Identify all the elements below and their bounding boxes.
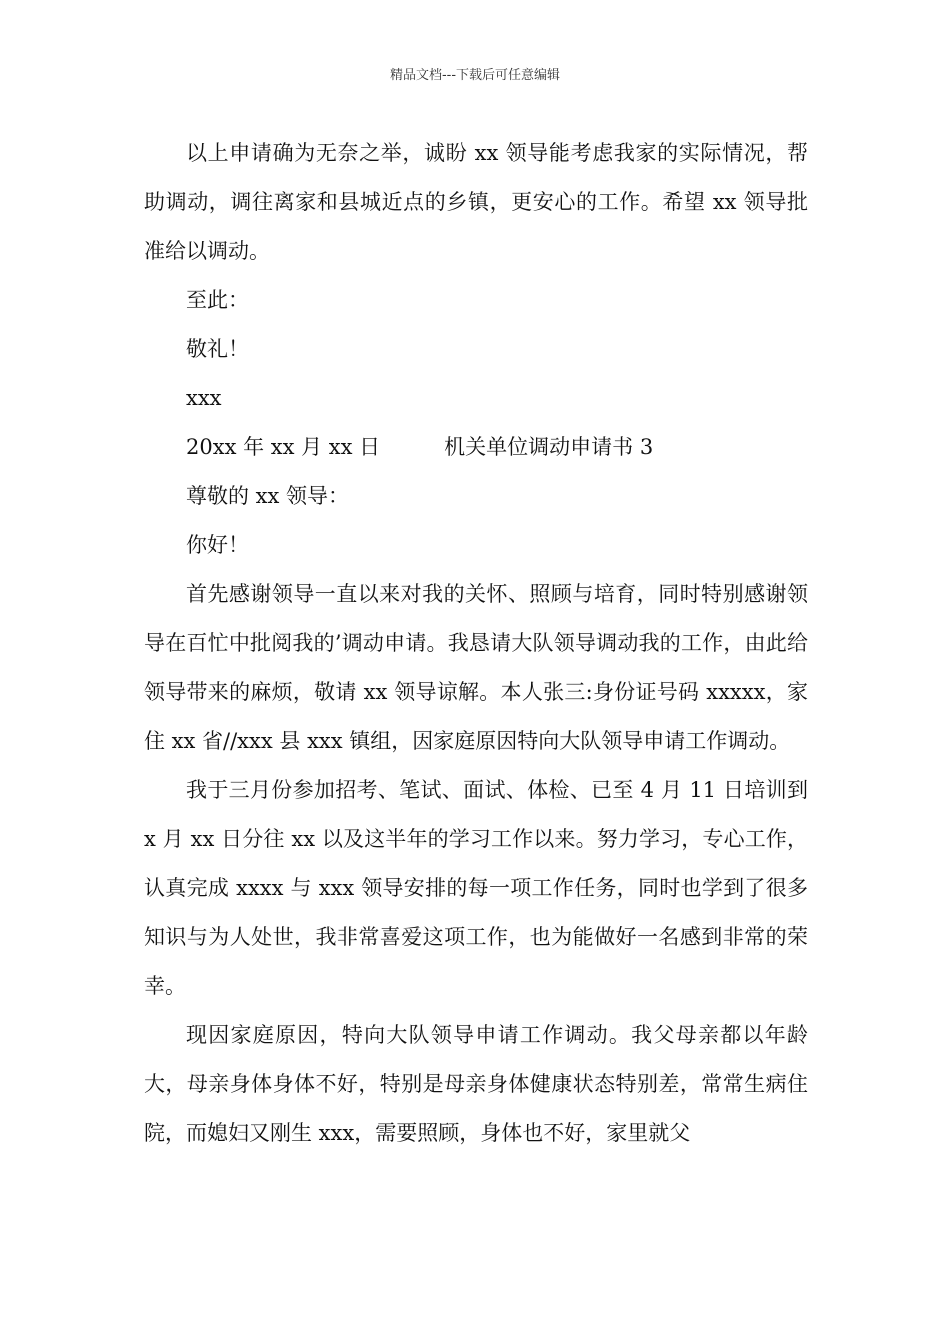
date-text: 20xx 年 xx 月 xx 日 [186,435,381,459]
paragraph-request-closing: 以上申请确为无奈之举，诚盼 xx 领导能考虑我家的实际情况，帮助调动，调往离家和县城近点的乡镇，更安心的工作。希望 xx 领导批准给以调动。 [144,141,808,263]
page-header: 精品文档---下载后可任意编辑 [389,68,561,83]
paragraph-jingli: 敬礼！ [186,337,249,361]
paragraph-date-title [144,423,808,472]
paragraph-zhici: 至此： [186,288,249,312]
paragraph-work-history: 我于三月份参加招考、笔试、面试、体检、已至 4 月 11 日培训到 x 月 xx 日分往 xx 以及这半年的学习工作以来。努力学习，专心工作，认真完成 xxxx 与 xxx 领导安排的每一项工作任务，同时也学到了很多知识与为人处世，我非常喜爱这项工作，也为能做好一名感到非常的荣幸。 [144,778,808,998]
section-title: 机关单位调动申请书 3 [444,435,654,459]
paragraph-thanks: 首先感谢领导一直以来对我的关怀、照顾与培育，同时特别感谢领导在百忙中批阅我的’调动申请。我恳请大队领导调动我的工作，由此给领导带来的麻烦，敬请 xx 领导谅解。本人张三:身份证号码 xxxxx，家住 xx 省//xxx 县 xxx 镇组，因家庭原因特向大队领导申请工作调动。 [144,582,808,753]
paragraph-salutation: 尊敬的 xx 领导： [186,484,350,508]
document-body [144,129,808,1158]
paragraph-greeting: 你好！ [186,533,249,557]
paragraph-signature: xxx [186,386,222,410]
paragraph-family-reason: 现因家庭原因，特向大队领导申请工作调动。我父母亲都以年龄大，母亲身体身体不好，特别是母亲身体健康状态特别差，常常生病住院，而媳妇又刚生 xxx，需要照顾，身体也不好，家里就父 [144,1023,808,1145]
